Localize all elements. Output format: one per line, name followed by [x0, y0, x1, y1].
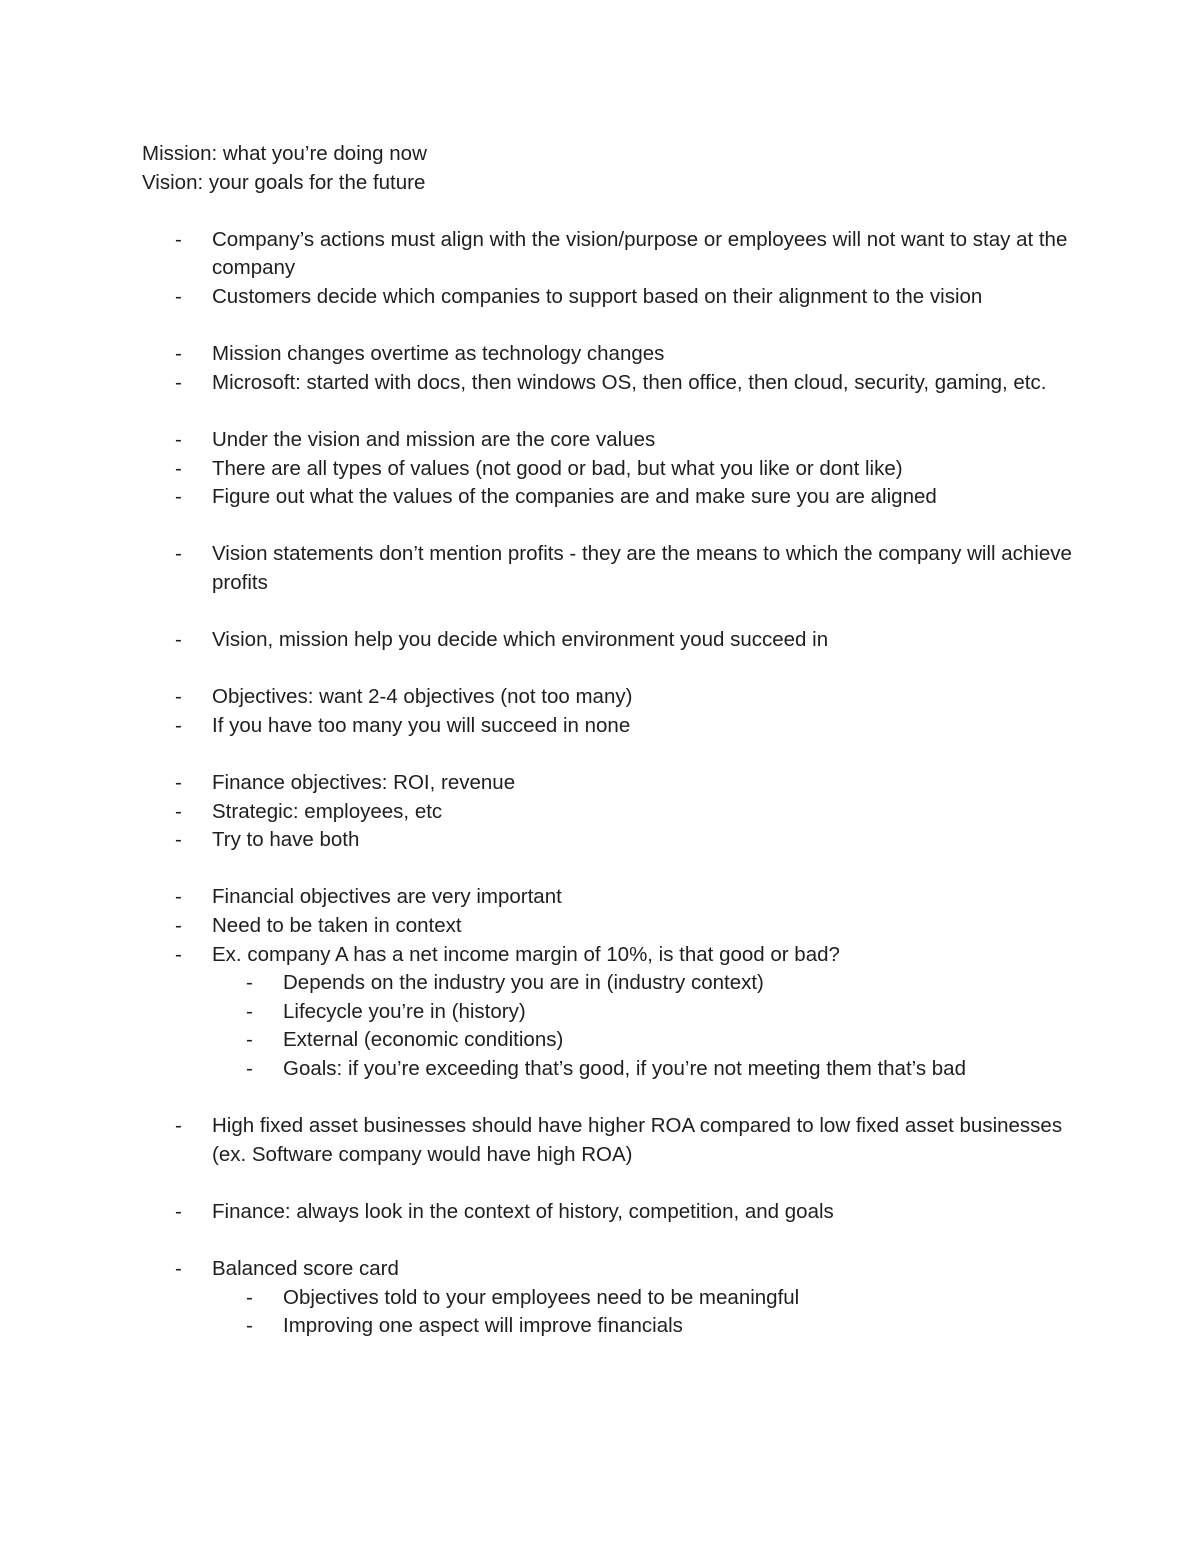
sub-list-item	[142, 998, 1072, 1027]
list-item	[142, 483, 1072, 512]
bullet-dash: -	[246, 1314, 253, 1338]
list-item-text: Vision statements don’t mention profits - they are the means to which the company will achieve profits	[212, 542, 1072, 594]
list-item-text: Improving one aspect will improve financials	[283, 1314, 683, 1338]
bullet-group	[142, 883, 1072, 1083]
spacer	[142, 512, 1072, 541]
list-item-text: Finance objectives: ROI, revenue	[212, 771, 516, 795]
bullet-group	[142, 1198, 1072, 1227]
list-item	[142, 426, 1072, 455]
list-item-text: Finance: always look in the context of history, competition, and goals	[212, 1199, 834, 1223]
list-item	[142, 883, 1072, 912]
list-item	[142, 369, 1072, 398]
list-item-text: Financial objectives are very important	[212, 885, 562, 909]
bullet-group	[142, 426, 1072, 512]
list-item-text: Objectives: want 2-4 objectives (not too many)	[212, 685, 633, 709]
bullet-dash: -	[175, 942, 182, 966]
list-item-text: Need to be taken in context	[212, 914, 462, 938]
bullet-dash: -	[175, 284, 182, 308]
spacer	[142, 655, 1072, 684]
list-item-text: Customers decide which companies to support based on their alignment to the vision	[212, 284, 983, 308]
spacer	[142, 1169, 1072, 1198]
list-item	[142, 540, 1072, 597]
spacer	[142, 855, 1072, 884]
bullet-dash: -	[246, 1057, 253, 1080]
list-item-text: Mission changes overtime as technology changes	[212, 342, 665, 366]
bullet-group	[142, 1255, 1072, 1341]
bullet-dash: -	[175, 628, 182, 652]
bullet-dash: -	[175, 799, 182, 823]
bullet-dash: -	[175, 828, 182, 852]
bullet-dash: -	[175, 542, 182, 566]
bullet-group	[142, 540, 1072, 597]
bullet-dash: -	[175, 485, 182, 509]
bullet-dash: -	[175, 1199, 182, 1223]
spacer	[142, 397, 1072, 426]
list-item	[142, 340, 1072, 369]
spacer	[142, 1084, 1072, 1113]
bullet-dash: -	[246, 971, 253, 995]
bullet-dash: -	[246, 1028, 253, 1052]
bullet-group	[142, 683, 1072, 740]
list-item	[142, 1112, 1072, 1169]
bullet-dash: -	[175, 685, 182, 709]
bullet-dash: -	[246, 1285, 253, 1309]
list-item-text: Try to have both	[212, 828, 360, 852]
bullet-group	[142, 340, 1072, 397]
bullet-group	[142, 1112, 1072, 1169]
list-item	[142, 1198, 1072, 1227]
mission-line: Mission: what you’re doing now	[142, 142, 427, 165]
sub-list-item	[142, 1055, 1072, 1084]
document-page	[142, 140, 1072, 1341]
sub-list-item	[142, 969, 1072, 998]
list-item-text: Microsoft: started with docs, then windows OS, then office, then cloud, security, gaming, etc.	[212, 370, 1047, 394]
list-item	[142, 226, 1072, 283]
list-item-text: Balanced score card	[212, 1257, 399, 1281]
list-item	[142, 283, 1072, 312]
list-item	[142, 941, 1072, 970]
bullet-dash: -	[175, 1114, 182, 1138]
bullet-dash: -	[175, 456, 182, 480]
bullet-dash: -	[175, 370, 182, 394]
spacer	[142, 197, 1072, 226]
bullet-dash: -	[175, 427, 182, 451]
list-item	[142, 626, 1072, 655]
list-item-text: If you have too many you will succeed in none	[212, 713, 631, 737]
bullet-dash: -	[175, 1257, 182, 1281]
list-item	[142, 455, 1072, 484]
bullet-dash: -	[175, 885, 182, 909]
list-item-text: High fixed asset businesses should have higher ROA compared to low fixed asset businesses (ex. Software company would have high ROA)	[212, 1114, 1063, 1166]
list-item-text: Figure out what the values of the companies are and make sure you are aligned	[212, 485, 937, 509]
spacer	[142, 740, 1072, 769]
bullet-dash: -	[175, 771, 182, 795]
list-item-text: Ex. company A has a net income margin of 10%, is that good or bad?	[212, 942, 840, 966]
bullet-dash: -	[175, 342, 182, 366]
list-item-text: Vision, mission help you decide which environment youd succeed in	[212, 628, 829, 652]
list-item-text: Strategic: employees, etc	[212, 799, 443, 823]
list-item	[142, 912, 1072, 941]
list-item-text: Under the vision and mission are the core values	[212, 427, 656, 451]
list-item	[142, 826, 1072, 855]
list-item-text: Goals: if you’re exceeding that’s good, if you’re not meeting them that’s bad	[283, 1057, 966, 1080]
list-item	[142, 798, 1072, 827]
list-item-text: Company’s actions must align with the vision/purpose or employees will not want to stay at the company	[212, 227, 1068, 280]
list-item	[142, 683, 1072, 712]
bullet-group	[142, 626, 1072, 655]
sub-list-item	[142, 1312, 1072, 1341]
list-item-text: Depends on the industry you are in (industry context)	[283, 971, 764, 995]
spacer	[142, 312, 1072, 341]
spacer	[142, 598, 1072, 627]
list-item-text: Lifecycle you’re in (history)	[283, 999, 526, 1023]
notes-list	[142, 226, 1072, 1341]
bullet-dash: -	[175, 914, 182, 938]
bullet-dash: -	[175, 713, 182, 737]
bullet-group	[142, 226, 1072, 312]
list-item-text: Objectives told to your employees need to be meaningful	[283, 1285, 800, 1309]
sub-list-item	[142, 1026, 1072, 1055]
sub-list-item	[142, 1284, 1072, 1313]
list-item	[142, 1255, 1072, 1284]
list-item	[142, 712, 1072, 741]
bullet-group	[142, 769, 1072, 855]
bullet-dash: -	[175, 227, 182, 251]
bullet-dash: -	[246, 999, 253, 1023]
list-item-text: There are all types of values (not good or bad, but what you like or dont like)	[212, 456, 903, 480]
list-item	[142, 769, 1072, 798]
list-item-text: External (economic conditions)	[283, 1028, 564, 1052]
vision-line: Vision: your goals for the future	[142, 170, 426, 194]
spacer	[142, 1227, 1072, 1256]
